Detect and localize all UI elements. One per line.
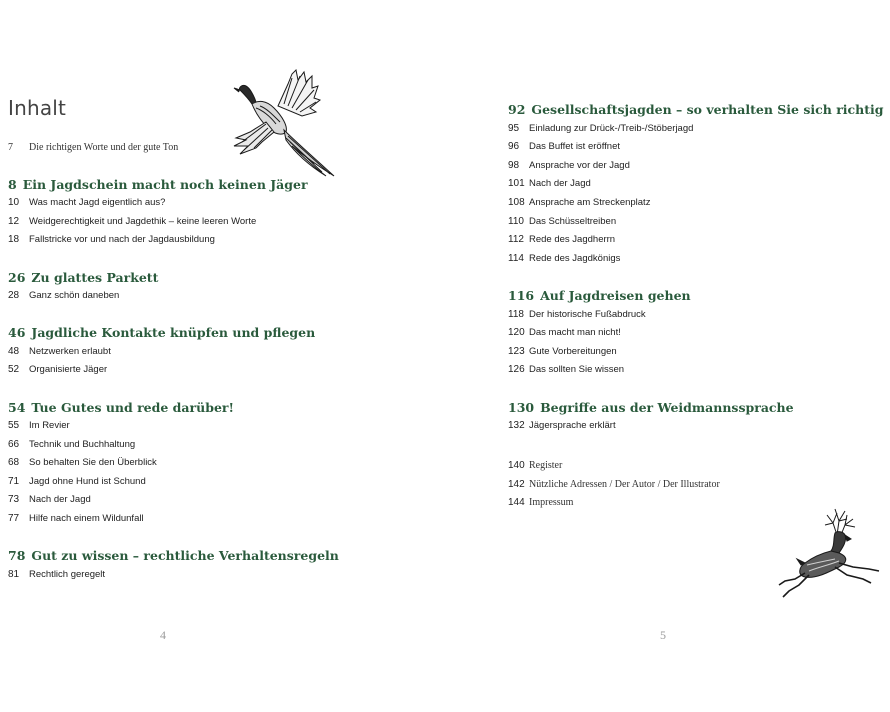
entry-page-number: 140 bbox=[508, 460, 525, 471]
entry-page-number: 28 bbox=[8, 290, 20, 301]
entry-label: Ansprache vor der Jagd bbox=[529, 160, 630, 171]
section-title: Zu glattes Parkett bbox=[31, 270, 159, 285]
entry-page-number: 66 bbox=[8, 439, 20, 450]
toc-entry[interactable] bbox=[508, 253, 620, 264]
entry-label: Rechtlich geregelt bbox=[29, 569, 106, 580]
toc-entry[interactable] bbox=[508, 234, 615, 245]
entry-label: Das macht man nicht! bbox=[529, 327, 621, 338]
entry-label: Fallstricke vor und nach der Jagdausbildung bbox=[29, 234, 215, 245]
entry-page-number: 110 bbox=[508, 216, 524, 227]
entry-label: Technik und Buchhaltung bbox=[29, 439, 136, 450]
toc-entry[interactable] bbox=[508, 346, 617, 357]
entry-page-number: 18 bbox=[8, 234, 20, 245]
section-title: Tue Gutes und rede darüber! bbox=[31, 400, 234, 415]
entry-page-number: 95 bbox=[508, 123, 520, 134]
entry-label: Register bbox=[529, 460, 563, 471]
section-heading-54[interactable] bbox=[8, 400, 234, 415]
toc-entry[interactable] bbox=[8, 216, 256, 227]
toc-entry[interactable] bbox=[8, 197, 165, 208]
entry-label: Die richtigen Worte und der gute Ton bbox=[29, 142, 179, 153]
section-page-number: 116 bbox=[508, 288, 535, 303]
entry-label: Jägersprache erklärt bbox=[529, 420, 616, 431]
toc-entry[interactable] bbox=[8, 420, 70, 431]
deer-illustration bbox=[775, 505, 887, 599]
section-heading-8[interactable] bbox=[8, 177, 308, 192]
section-title: Gesellschaftsjagden – so verhalten Sie sich richtig bbox=[531, 102, 884, 117]
toc-appendix-entry[interactable] bbox=[508, 460, 562, 471]
entry-label: Einladung zur Drück-/Treib-/Stöberjagd bbox=[529, 123, 694, 134]
entry-label: Das Schüsseltreiben bbox=[529, 216, 617, 227]
section-page-number: 130 bbox=[508, 400, 535, 415]
entry-page-number: 123 bbox=[508, 346, 525, 357]
entry-page-number: 101 bbox=[508, 178, 525, 189]
entry-label: Organisierte Jäger bbox=[29, 364, 108, 375]
entry-page-number: 120 bbox=[508, 327, 525, 338]
entry-page-number: 71 bbox=[8, 476, 20, 487]
section-heading-130[interactable] bbox=[508, 400, 794, 415]
entry-label: So behalten Sie den Überblick bbox=[29, 457, 157, 468]
toc-entry[interactable] bbox=[8, 457, 157, 468]
entry-label: Nach der Jagd bbox=[529, 178, 591, 189]
entry-label: Hilfe nach einem Wildunfall bbox=[29, 513, 144, 524]
entry-page-number: 144 bbox=[508, 497, 525, 508]
entry-page-number: 52 bbox=[8, 364, 20, 375]
entry-page-number: 132 bbox=[508, 420, 525, 431]
entry-label: Impressum bbox=[529, 497, 574, 508]
section-heading-26[interactable] bbox=[8, 270, 158, 285]
toc-entry[interactable] bbox=[8, 234, 215, 245]
entry-label: Was macht Jagd eigentlich aus? bbox=[29, 197, 166, 208]
section-title: Begriffe aus der Weidmannssprache bbox=[540, 400, 794, 415]
section-page-number: 78 bbox=[8, 548, 26, 563]
entry-label: Das sollten Sie wissen bbox=[529, 364, 625, 375]
section-heading-116[interactable] bbox=[508, 288, 691, 303]
section-title: Gut zu wissen – rechtliche Verhaltensregeln bbox=[31, 548, 339, 563]
toc-entry[interactable] bbox=[508, 216, 616, 227]
entry-page-number: 77 bbox=[8, 513, 20, 524]
entry-label: Jagd ohne Hund ist Schund bbox=[29, 476, 146, 487]
section-page-number: 8 bbox=[8, 177, 17, 192]
toc-entry[interactable] bbox=[8, 494, 91, 505]
entry-label: Rede des Jagdherrn bbox=[529, 234, 616, 245]
right-page bbox=[445, 0, 890, 712]
section-heading-78[interactable] bbox=[8, 548, 339, 563]
page-number: 4 bbox=[160, 628, 166, 642]
toc-appendix-entry[interactable] bbox=[508, 497, 573, 508]
entry-label: Nützliche Adressen / Der Autor / Der Illustrator bbox=[529, 479, 720, 490]
toc-entry[interactable] bbox=[8, 290, 119, 301]
section-page-number: 26 bbox=[8, 270, 26, 285]
entry-label: Rede des Jagdkönigs bbox=[529, 253, 621, 264]
section-title: Auf Jagdreisen gehen bbox=[540, 288, 691, 303]
section-title: Ein Jagdschein macht noch keinen Jäger bbox=[22, 177, 308, 192]
toc-entry[interactable] bbox=[8, 569, 105, 580]
toc-entry[interactable] bbox=[8, 346, 111, 357]
entry-page-number: 126 bbox=[508, 364, 525, 375]
entry-label: Gute Vorbereitungen bbox=[529, 346, 617, 357]
toc-intro-entry[interactable] bbox=[8, 142, 178, 153]
entry-page-number: 114 bbox=[508, 253, 524, 264]
entry-page-number: 48 bbox=[8, 346, 20, 357]
toc-entry[interactable] bbox=[8, 476, 146, 487]
toc-appendix-entry[interactable] bbox=[508, 479, 720, 490]
section-heading-46[interactable] bbox=[8, 325, 315, 340]
entry-page-number: 68 bbox=[8, 457, 20, 468]
toc-entry[interactable] bbox=[8, 513, 144, 524]
section-page-number: 54 bbox=[8, 400, 26, 415]
entry-page-number: 81 bbox=[8, 569, 20, 580]
entry-page-number: 112 bbox=[508, 234, 524, 245]
entry-page-number: 12 bbox=[8, 216, 20, 227]
toc-entry[interactable] bbox=[508, 123, 693, 134]
entry-label: Das Buffet ist eröffnet bbox=[529, 141, 621, 152]
page-number: 5 bbox=[660, 628, 666, 642]
toc-entry[interactable] bbox=[508, 420, 616, 431]
toc-entry[interactable] bbox=[508, 178, 591, 189]
toc-entry[interactable] bbox=[8, 364, 107, 375]
entry-page-number: 10 bbox=[8, 197, 20, 208]
toc-entry[interactable] bbox=[508, 160, 630, 171]
page-title: Inhalt bbox=[8, 96, 67, 120]
entry-page-number: 73 bbox=[8, 494, 20, 505]
toc-entry[interactable] bbox=[508, 197, 650, 208]
section-page-number: 46 bbox=[8, 325, 26, 340]
entry-label: Ansprache am Streckenplatz bbox=[529, 197, 651, 208]
toc-entry[interactable] bbox=[508, 364, 624, 375]
entry-page-number: 96 bbox=[508, 141, 520, 152]
entry-label: Weidgerechtigkeit und Jagdethik – keine leeren Worte bbox=[29, 216, 257, 227]
entry-label: Nach der Jagd bbox=[29, 494, 91, 505]
pheasant-illustration bbox=[226, 66, 338, 178]
section-title: Jagdliche Kontakte knüpfen und pflegen bbox=[31, 325, 316, 340]
entry-page-number: 118 bbox=[508, 309, 524, 320]
section-page-number: 92 bbox=[508, 102, 526, 117]
section-heading-92[interactable] bbox=[508, 102, 884, 117]
entry-label: Der historische Fußabdruck bbox=[529, 309, 646, 320]
entry-page-number: 98 bbox=[508, 160, 520, 171]
toc-entry[interactable] bbox=[508, 327, 621, 338]
toc-entry[interactable] bbox=[8, 439, 135, 450]
entry-page-number: 142 bbox=[508, 479, 525, 490]
entry-page-number: 7 bbox=[8, 142, 13, 153]
entry-label: Ganz schön daneben bbox=[29, 290, 120, 301]
entry-page-number: 108 bbox=[508, 197, 525, 208]
toc-entry[interactable] bbox=[508, 141, 620, 152]
entry-label: Netzwerken erlaubt bbox=[29, 346, 111, 357]
entry-page-number: 55 bbox=[8, 420, 20, 431]
toc-entry[interactable] bbox=[508, 309, 646, 320]
entry-label: Im Revier bbox=[29, 420, 70, 431]
